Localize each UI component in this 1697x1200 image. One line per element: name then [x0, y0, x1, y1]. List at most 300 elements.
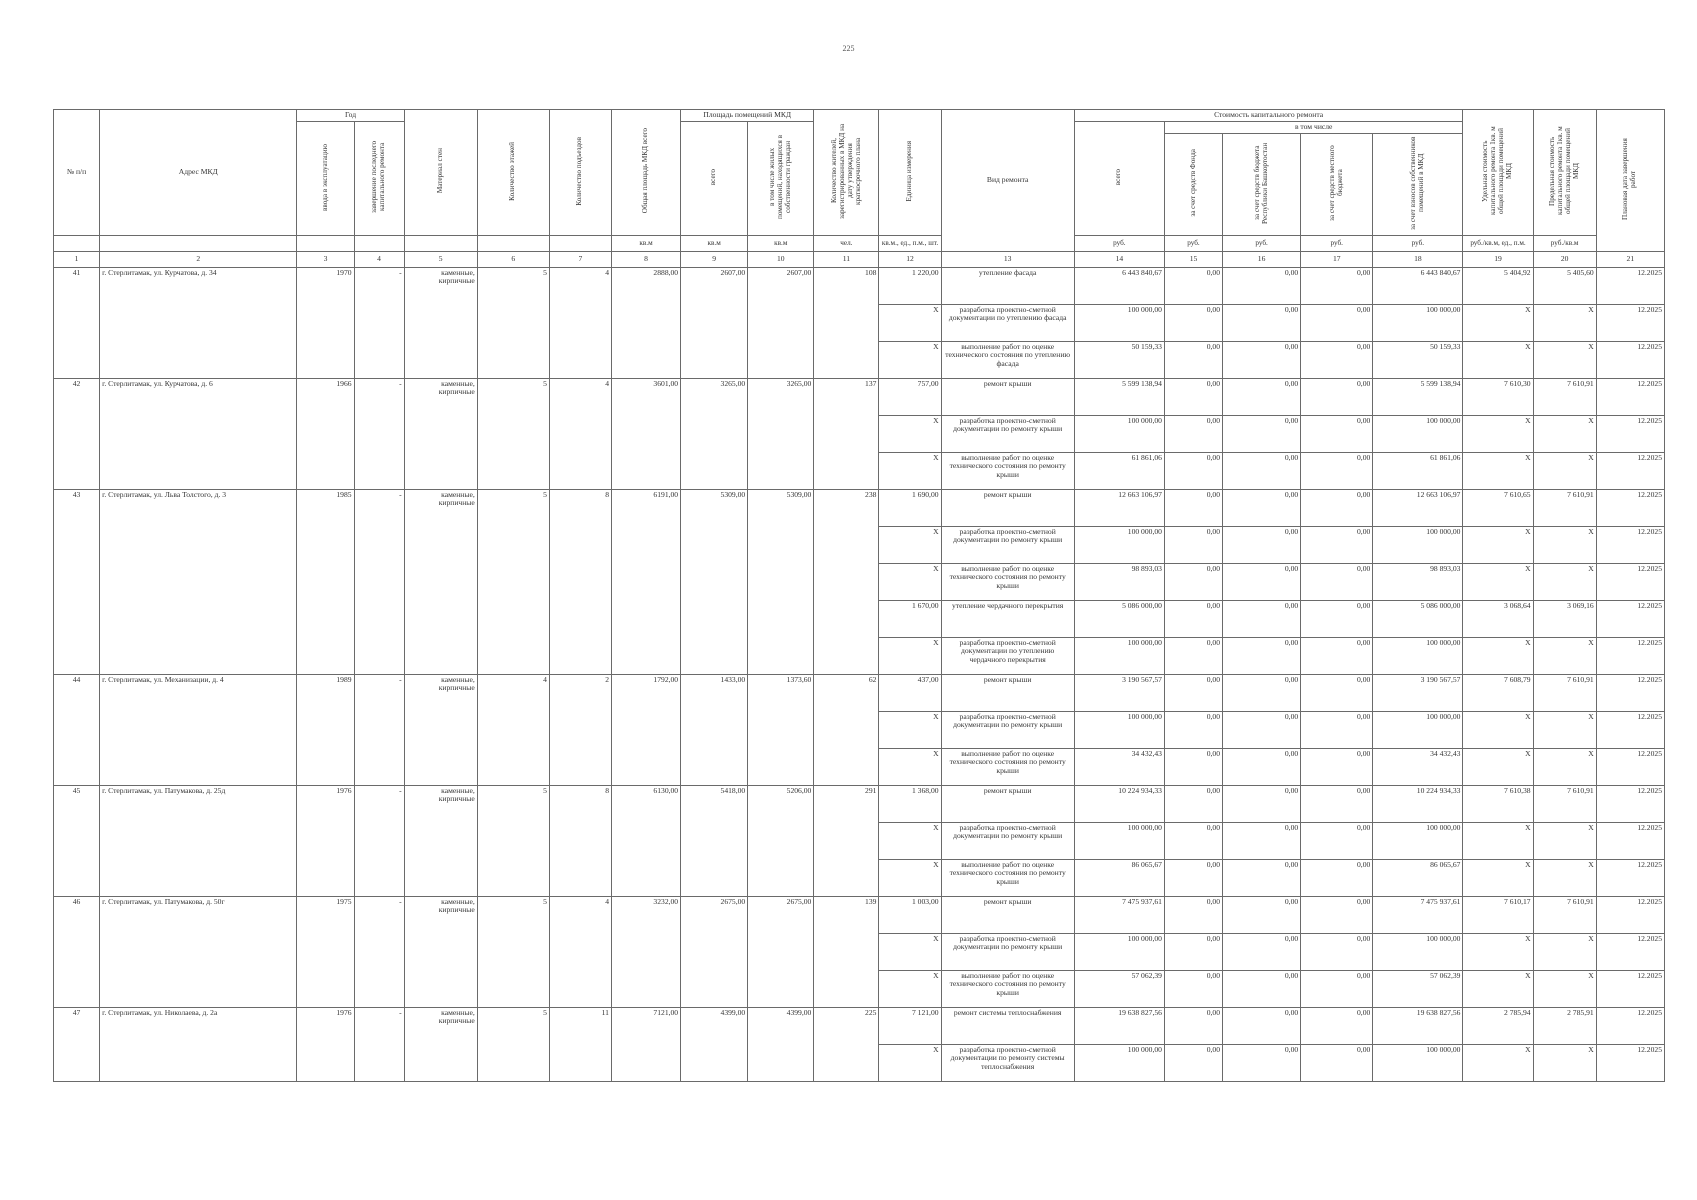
repair-type: ремонт крыши — [941, 674, 1074, 711]
cost-republic: 0,00 — [1223, 415, 1301, 452]
deadline-date: 12.2025 — [1596, 785, 1664, 822]
floors-count: 5 — [477, 489, 549, 674]
cost-owners: 3 190 567,57 — [1373, 674, 1463, 711]
entrances-count: 4 — [549, 378, 611, 489]
cost-local: 0,00 — [1301, 859, 1373, 896]
unit-cost: X — [1463, 526, 1533, 563]
max-unit-cost: X — [1533, 304, 1596, 341]
cost-fund: 0,00 — [1164, 415, 1222, 452]
repair-type: ремонт крыши — [941, 378, 1074, 415]
building-row — [54, 1007, 1665, 1044]
total-area: 7121,00 — [611, 1007, 680, 1081]
repair-type: выполнение работ по оценке технического состояния по ремонту крыши — [941, 748, 1074, 785]
cost-total: 3 190 567,57 — [1074, 674, 1164, 711]
cost-total: 5 599 138,94 — [1074, 378, 1164, 415]
year-last-repair: - — [354, 267, 404, 378]
cost-total: 100 000,00 — [1074, 637, 1164, 674]
cost-local: 0,00 — [1301, 452, 1373, 489]
cost-owners: 100 000,00 — [1373, 1044, 1463, 1081]
max-unit-cost: 7 610,91 — [1533, 896, 1596, 933]
header-wall-material: Материал стен — [404, 110, 477, 236]
year-last-repair: - — [354, 378, 404, 489]
cost-owners: 100 000,00 — [1373, 822, 1463, 859]
repair-type: выполнение работ по оценке технического состояния по ремонту крыши — [941, 859, 1074, 896]
cost-republic: 0,00 — [1223, 600, 1301, 637]
cost-republic: 0,00 — [1223, 711, 1301, 748]
unit-cost: X — [1463, 822, 1533, 859]
year-last-repair: - — [354, 489, 404, 674]
cost-total: 19 638 827,56 — [1074, 1007, 1164, 1044]
cost-owners: 100 000,00 — [1373, 637, 1463, 674]
residents-count: 108 — [814, 267, 879, 378]
entrances-count: 8 — [549, 489, 611, 674]
unit-label: кв.м — [748, 235, 814, 251]
cost-local: 0,00 — [1301, 896, 1373, 933]
unit-label: руб. — [1373, 235, 1463, 251]
premises-citizens-area: 2607,00 — [748, 267, 814, 378]
header-cost-republic: за счет средств бюджета Республики Башкортостан — [1223, 134, 1301, 236]
year-built: 1975 — [297, 896, 354, 1007]
year-last-repair: - — [354, 1007, 404, 1081]
work-volume: X — [879, 822, 941, 859]
deadline-date: 12.2025 — [1596, 711, 1664, 748]
cost-fund: 0,00 — [1164, 600, 1222, 637]
deadline-date: 12.2025 — [1596, 267, 1664, 304]
cost-fund: 0,00 — [1164, 489, 1222, 526]
column-number: 3 — [297, 251, 354, 267]
premises-area: 3265,00 — [681, 378, 748, 489]
entrances-count: 8 — [549, 785, 611, 896]
building-number: 41 — [54, 267, 100, 378]
unit-cost: X — [1463, 304, 1533, 341]
cost-total: 61 861,06 — [1074, 452, 1164, 489]
max-unit-cost: X — [1533, 415, 1596, 452]
cost-republic: 0,00 — [1223, 1007, 1301, 1044]
deadline-date: 12.2025 — [1596, 748, 1664, 785]
max-unit-cost: X — [1533, 563, 1596, 600]
building-row — [54, 267, 1665, 304]
cost-fund: 0,00 — [1164, 859, 1222, 896]
unit-cost: X — [1463, 711, 1533, 748]
cost-total: 100 000,00 — [1074, 304, 1164, 341]
max-unit-cost: X — [1533, 341, 1596, 378]
cost-local: 0,00 — [1301, 711, 1373, 748]
unit-cost: X — [1463, 452, 1533, 489]
work-volume: X — [879, 1044, 941, 1081]
unit-cost: X — [1463, 933, 1533, 970]
work-volume: X — [879, 415, 941, 452]
cost-republic: 0,00 — [1223, 526, 1301, 563]
repair-plan-table — [53, 109, 1665, 1082]
building-address: г. Стерлитамак, ул. Механизации, д. 4 — [100, 674, 297, 785]
cost-owners: 5 086 000,00 — [1373, 600, 1463, 637]
unit-label: руб. — [1164, 235, 1222, 251]
repair-type: разработка проектно-сметной документации по ремонту крыши — [941, 933, 1074, 970]
floors-count: 4 — [477, 674, 549, 785]
cost-fund: 0,00 — [1164, 970, 1222, 1007]
cost-owners: 34 432,43 — [1373, 748, 1463, 785]
unit-cost: X — [1463, 563, 1533, 600]
total-area: 3601,00 — [611, 378, 680, 489]
column-number: 18 — [1373, 251, 1463, 267]
cost-fund: 0,00 — [1164, 304, 1222, 341]
deadline-date: 12.2025 — [1596, 822, 1664, 859]
cost-total: 86 065,67 — [1074, 859, 1164, 896]
cost-republic: 0,00 — [1223, 822, 1301, 859]
work-volume: X — [879, 933, 941, 970]
cost-total: 100 000,00 — [1074, 415, 1164, 452]
header-premises-total: всего — [681, 122, 748, 236]
repair-type: утепление фасада — [941, 267, 1074, 304]
max-unit-cost: 2 785,91 — [1533, 1007, 1596, 1044]
column-number: 5 — [404, 251, 477, 267]
unit-cost: 7 610,38 — [1463, 785, 1533, 822]
repair-type: разработка проектно-сметной документации по ремонту крыши — [941, 526, 1074, 563]
cost-local: 0,00 — [1301, 970, 1373, 1007]
repair-type: выполнение работ по оценке технического состояния по ремонту крыши — [941, 563, 1074, 600]
cost-local: 0,00 — [1301, 341, 1373, 378]
header-total-area: Общая площадь МКД всего — [611, 110, 680, 236]
unit-label: руб. — [1074, 235, 1164, 251]
unit-cost: X — [1463, 970, 1533, 1007]
unit-cost: 5 404,92 — [1463, 267, 1533, 304]
building-address: г. Стерлитамак, ул. Курчатова, д. 34 — [100, 267, 297, 378]
floors-count: 5 — [477, 1007, 549, 1081]
work-volume: X — [879, 970, 941, 1007]
cost-local: 0,00 — [1301, 933, 1373, 970]
cost-republic: 0,00 — [1223, 637, 1301, 674]
deadline-date: 12.2025 — [1596, 563, 1664, 600]
year-last-repair: - — [354, 896, 404, 1007]
building-address: г. Стерлитамак, ул. Николаева, д. 2а — [100, 1007, 297, 1081]
deadline-date: 12.2025 — [1596, 674, 1664, 711]
cost-owners: 10 224 934,33 — [1373, 785, 1463, 822]
column-number: 12 — [879, 251, 941, 267]
repair-type: разработка проектно-сметной документации по утеплению чердачного перекрытия — [941, 637, 1074, 674]
repair-type: разработка проектно-сметной документации по утеплению фасада — [941, 304, 1074, 341]
header-no: № п/п — [54, 110, 100, 236]
building-row — [54, 674, 1665, 711]
cost-owners: 5 599 138,94 — [1373, 378, 1463, 415]
column-number: 11 — [814, 251, 879, 267]
residents-count: 137 — [814, 378, 879, 489]
building-address: г. Стерлитамак, ул. Льва Толстого, д. 3 — [100, 489, 297, 674]
premises-area: 2607,00 — [681, 267, 748, 378]
unit-cost: X — [1463, 637, 1533, 674]
column-number: 9 — [681, 251, 748, 267]
cost-total: 34 432,43 — [1074, 748, 1164, 785]
header-cost-fund: за счет средств Фонда — [1164, 134, 1222, 236]
column-number: 17 — [1301, 251, 1373, 267]
building-row — [54, 785, 1665, 822]
year-built: 1976 — [297, 1007, 354, 1081]
floors-count: 5 — [477, 378, 549, 489]
deadline-date: 12.2025 — [1596, 1044, 1664, 1081]
premises-area: 5309,00 — [681, 489, 748, 674]
cost-local: 0,00 — [1301, 1007, 1373, 1044]
deadline-date: 12.2025 — [1596, 1007, 1664, 1044]
cost-fund: 0,00 — [1164, 1007, 1222, 1044]
column-number: 6 — [477, 251, 549, 267]
entrances-count: 2 — [549, 674, 611, 785]
table-header — [54, 110, 1665, 268]
building-number: 46 — [54, 896, 100, 1007]
header-entrances: Количество подъездов — [549, 110, 611, 236]
building-number: 43 — [54, 489, 100, 674]
cost-owners: 100 000,00 — [1373, 933, 1463, 970]
cost-total: 6 443 840,67 — [1074, 267, 1164, 304]
column-number: 19 — [1463, 251, 1533, 267]
deadline-date: 12.2025 — [1596, 970, 1664, 1007]
cost-local: 0,00 — [1301, 378, 1373, 415]
cost-fund: 0,00 — [1164, 1044, 1222, 1081]
unit-cost: 7 608,79 — [1463, 674, 1533, 711]
wall-material: каменные, кирпичные — [404, 674, 477, 785]
unit-label: чел. — [814, 235, 879, 251]
premises-citizens-area: 5206,00 — [748, 785, 814, 896]
max-unit-cost: 7 610,91 — [1533, 489, 1596, 526]
cost-owners: 7 475 937,61 — [1373, 896, 1463, 933]
header-year-group: Год — [297, 110, 404, 122]
column-number: 10 — [748, 251, 814, 267]
cost-owners: 6 443 840,67 — [1373, 267, 1463, 304]
header-cost-local: за счет средств местного бюджета — [1301, 134, 1373, 236]
cost-owners: 86 065,67 — [1373, 859, 1463, 896]
entrances-count: 4 — [549, 896, 611, 1007]
header-residents: Количество жителей, зарегистрированных в МКД на дату утверждения краткосрочного плана — [814, 110, 879, 236]
residents-count: 291 — [814, 785, 879, 896]
max-unit-cost: X — [1533, 711, 1596, 748]
work-volume: 1 220,00 — [879, 267, 941, 304]
total-area: 2888,00 — [611, 267, 680, 378]
year-last-repair: - — [354, 674, 404, 785]
cost-republic: 0,00 — [1223, 341, 1301, 378]
cost-owners: 12 663 106,97 — [1373, 489, 1463, 526]
repair-type: разработка проектно-сметной документации по ремонту системы теплоснабжения — [941, 1044, 1074, 1081]
header-cost-group: Стоимость капитального ремонта — [1074, 110, 1463, 122]
wall-material: каменные, кирпичные — [404, 1007, 477, 1081]
total-area: 6130,00 — [611, 785, 680, 896]
cost-local: 0,00 — [1301, 1044, 1373, 1081]
max-unit-cost: X — [1533, 859, 1596, 896]
wall-material: каменные, кирпичные — [404, 896, 477, 1007]
work-volume: 1 003,00 — [879, 896, 941, 933]
wall-material: каменные, кирпичные — [404, 785, 477, 896]
building-row — [54, 378, 1665, 415]
cost-total: 100 000,00 — [1074, 711, 1164, 748]
cost-local: 0,00 — [1301, 822, 1373, 859]
cost-total: 50 159,33 — [1074, 341, 1164, 378]
cost-owners: 100 000,00 — [1373, 304, 1463, 341]
cost-fund: 0,00 — [1164, 896, 1222, 933]
cost-republic: 0,00 — [1223, 267, 1301, 304]
unit-cost: 7 610,65 — [1463, 489, 1533, 526]
building-number: 45 — [54, 785, 100, 896]
header-premises-group: Площадь помещений МКД — [681, 110, 814, 122]
cost-republic: 0,00 — [1223, 748, 1301, 785]
cost-total: 100 000,00 — [1074, 1044, 1164, 1081]
cost-republic: 0,00 — [1223, 378, 1301, 415]
cost-local: 0,00 — [1301, 563, 1373, 600]
cost-total: 100 000,00 — [1074, 933, 1164, 970]
work-volume: 437,00 — [879, 674, 941, 711]
premises-citizens-area: 1373,60 — [748, 674, 814, 785]
cost-republic: 0,00 — [1223, 933, 1301, 970]
unit-label: кв.м — [611, 235, 680, 251]
cost-local: 0,00 — [1301, 415, 1373, 452]
cost-republic: 0,00 — [1223, 785, 1301, 822]
cost-owners: 19 638 827,56 — [1373, 1007, 1463, 1044]
unit-cost: X — [1463, 341, 1533, 378]
header-premises-citizens: в том числе жилых помещений, находящихся в собственности граждан — [748, 122, 814, 236]
cost-owners: 50 159,33 — [1373, 341, 1463, 378]
max-unit-cost: X — [1533, 822, 1596, 859]
max-unit-cost: 7 610,91 — [1533, 785, 1596, 822]
cost-republic: 0,00 — [1223, 304, 1301, 341]
cost-local: 0,00 — [1301, 526, 1373, 563]
cost-local: 0,00 — [1301, 489, 1373, 526]
column-number: 21 — [1596, 251, 1664, 267]
building-address: г. Стерлитамак, ул. Курчатова, д. 6 — [100, 378, 297, 489]
repair-type: выполнение работ по оценке технического состояния по ремонту крыши — [941, 452, 1074, 489]
cost-fund: 0,00 — [1164, 822, 1222, 859]
work-volume: 1 368,00 — [879, 785, 941, 822]
header-max-cost: Предельная стоимость капитального ремонта 1кв. м общей площади помещений МКД — [1533, 110, 1596, 236]
max-unit-cost: X — [1533, 970, 1596, 1007]
cost-owners: 61 861,06 — [1373, 452, 1463, 489]
year-built: 1976 — [297, 785, 354, 896]
cost-total: 98 893,03 — [1074, 563, 1164, 600]
max-unit-cost: 3 069,16 — [1533, 600, 1596, 637]
cost-owners: 57 062,39 — [1373, 970, 1463, 1007]
year-last-repair: - — [354, 785, 404, 896]
work-volume: X — [879, 859, 941, 896]
deadline-date: 12.2025 — [1596, 859, 1664, 896]
repair-type: утепление чердачного перекрытия — [941, 600, 1074, 637]
work-volume: X — [879, 452, 941, 489]
work-volume: X — [879, 637, 941, 674]
cost-local: 0,00 — [1301, 674, 1373, 711]
cost-fund: 0,00 — [1164, 637, 1222, 674]
work-volume: 1 690,00 — [879, 489, 941, 526]
cost-republic: 0,00 — [1223, 896, 1301, 933]
total-area: 3232,00 — [611, 896, 680, 1007]
cost-total: 57 062,39 — [1074, 970, 1164, 1007]
deadline-date: 12.2025 — [1596, 378, 1664, 415]
building-row — [54, 489, 1665, 526]
work-volume: X — [879, 341, 941, 378]
unit-cost: X — [1463, 1044, 1533, 1081]
unit-cost: 2 785,94 — [1463, 1007, 1533, 1044]
unit-label: руб. — [1223, 235, 1301, 251]
year-built: 1970 — [297, 267, 354, 378]
work-volume: X — [879, 563, 941, 600]
premises-citizens-area: 4399,00 — [748, 1007, 814, 1081]
work-volume: 7 121,00 — [879, 1007, 941, 1044]
column-number: 15 — [1164, 251, 1222, 267]
repair-plan-table-container — [53, 109, 1665, 1082]
work-volume: 757,00 — [879, 378, 941, 415]
repair-type: выполнение работ по оценке технического состояния по ремонту крыши — [941, 970, 1074, 1007]
max-unit-cost: X — [1533, 748, 1596, 785]
header-including-group: в том числе — [1164, 122, 1463, 134]
cost-fund: 0,00 — [1164, 933, 1222, 970]
cost-total: 7 475 937,61 — [1074, 896, 1164, 933]
wall-material: каменные, кирпичные — [404, 378, 477, 489]
repair-type: ремонт крыши — [941, 785, 1074, 822]
deadline-date: 12.2025 — [1596, 637, 1664, 674]
floors-count: 5 — [477, 267, 549, 378]
max-unit-cost: X — [1533, 933, 1596, 970]
max-unit-cost: X — [1533, 452, 1596, 489]
repair-type: ремонт крыши — [941, 896, 1074, 933]
header-year-built: ввода в эксплуатацию — [297, 122, 354, 236]
year-built: 1985 — [297, 489, 354, 674]
building-number: 47 — [54, 1007, 100, 1081]
unit-label: кв.м — [681, 235, 748, 251]
premises-area: 5418,00 — [681, 785, 748, 896]
cost-fund: 0,00 — [1164, 674, 1222, 711]
column-number: 14 — [1074, 251, 1164, 267]
unit-cost: 3 068,64 — [1463, 600, 1533, 637]
max-unit-cost: 5 405,60 — [1533, 267, 1596, 304]
deadline-date: 12.2025 — [1596, 415, 1664, 452]
unit-label: руб. — [1301, 235, 1373, 251]
cost-fund: 0,00 — [1164, 341, 1222, 378]
cost-local: 0,00 — [1301, 785, 1373, 822]
cost-republic: 0,00 — [1223, 674, 1301, 711]
cost-owners: 98 893,03 — [1373, 563, 1463, 600]
header-units: Единица измерения — [879, 110, 941, 236]
building-row — [54, 896, 1665, 933]
deadline-date: 12.2025 — [1596, 526, 1664, 563]
header-deadline: Плановая дата завершения работ — [1596, 110, 1664, 252]
cost-owners: 100 000,00 — [1373, 526, 1463, 563]
column-number-row — [54, 251, 1665, 267]
residents-count: 62 — [814, 674, 879, 785]
header-cost-total: всего — [1074, 122, 1164, 236]
work-volume: 1 670,00 — [879, 600, 941, 637]
floors-count: 5 — [477, 785, 549, 896]
deadline-date: 12.2025 — [1596, 341, 1664, 378]
header-repair-type: Вид ремонта — [941, 110, 1074, 252]
cost-local: 0,00 — [1301, 748, 1373, 785]
cost-fund: 0,00 — [1164, 563, 1222, 600]
header-address: Адрес МКД — [100, 110, 297, 236]
cost-republic: 0,00 — [1223, 452, 1301, 489]
residents-count: 225 — [814, 1007, 879, 1081]
premises-area: 2675,00 — [681, 896, 748, 1007]
cost-fund: 0,00 — [1164, 785, 1222, 822]
column-number: 16 — [1223, 251, 1301, 267]
wall-material: каменные, кирпичные — [404, 267, 477, 378]
work-volume: X — [879, 748, 941, 785]
max-unit-cost: 7 610,91 — [1533, 674, 1596, 711]
page-number: 225 — [842, 44, 855, 53]
column-number: 7 — [549, 251, 611, 267]
cost-local: 0,00 — [1301, 600, 1373, 637]
cost-total: 5 086 000,00 — [1074, 600, 1164, 637]
wall-material: каменные, кирпичные — [404, 489, 477, 674]
header-floors: Количество этажей — [477, 110, 549, 236]
residents-count: 139 — [814, 896, 879, 1007]
unit-cost: X — [1463, 748, 1533, 785]
max-unit-cost: 7 610,91 — [1533, 378, 1596, 415]
cost-fund: 0,00 — [1164, 711, 1222, 748]
cost-total: 12 663 106,97 — [1074, 489, 1164, 526]
work-volume: X — [879, 304, 941, 341]
cost-total: 10 224 934,33 — [1074, 785, 1164, 822]
